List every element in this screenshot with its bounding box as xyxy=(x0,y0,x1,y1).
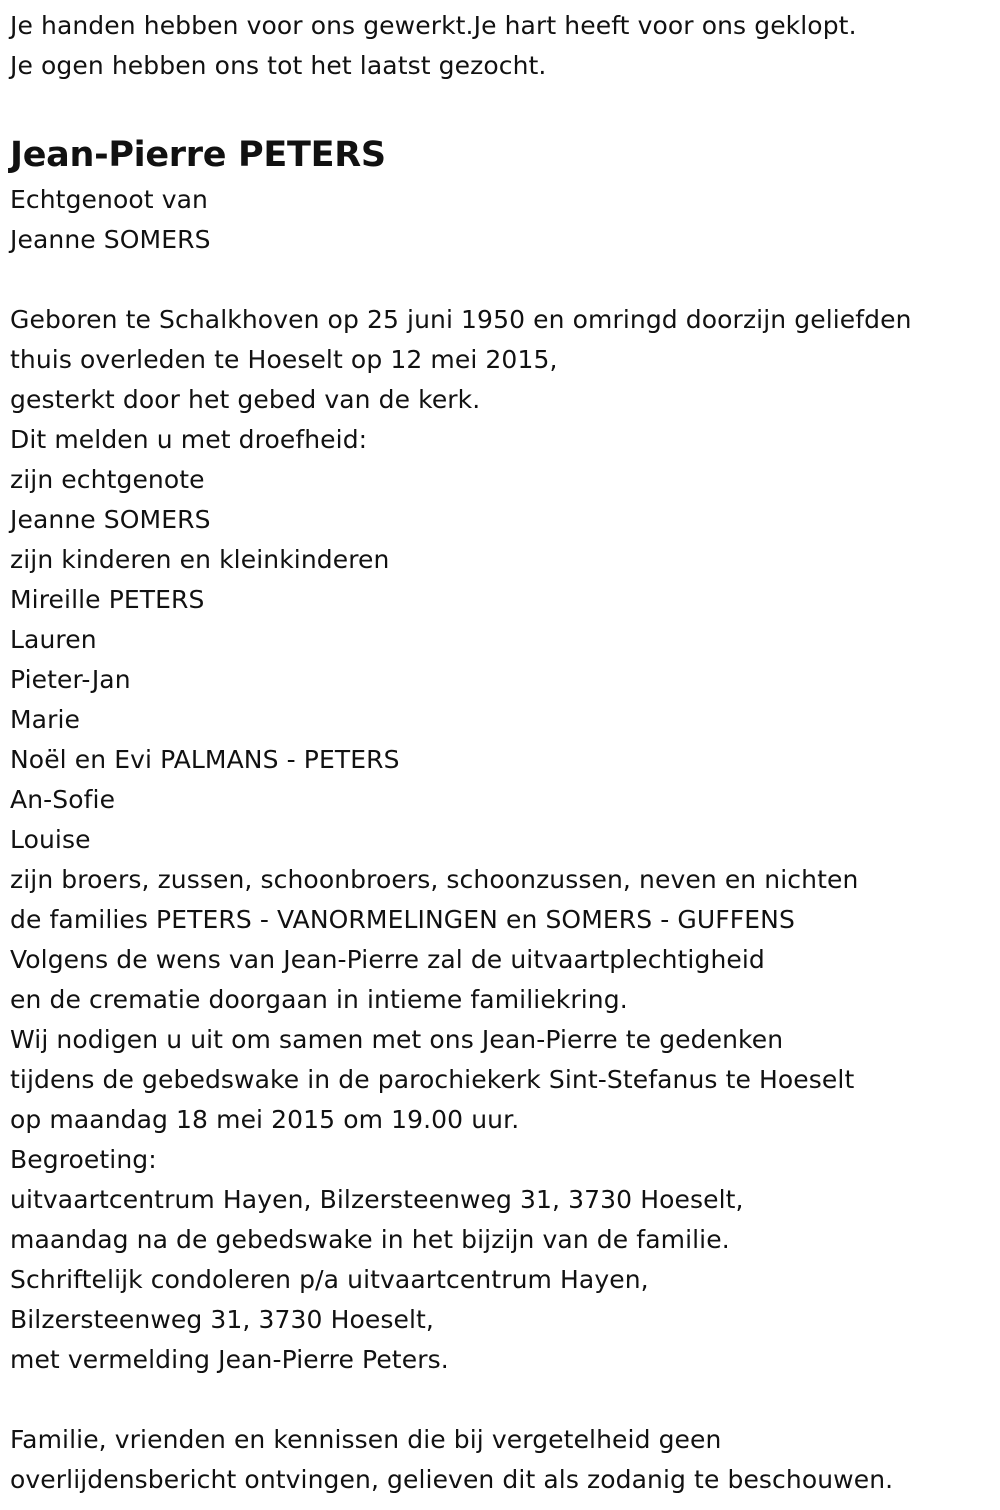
spouse-block xyxy=(10,180,990,260)
deceased-name: Jean-Pierre PETERS xyxy=(10,135,386,175)
motto-line: Je ogen hebben ons tot het laatst gezocht. xyxy=(10,51,547,80)
obituary-notice xyxy=(10,6,990,1500)
motto xyxy=(10,6,990,86)
body-line: Volgens de wens van Jean-Pierre zal de uitvaartplechtigheid xyxy=(10,945,765,974)
body-line: uitvaartcentrum Hayen, Bilzersteenweg 31, 3730 Hoeselt, xyxy=(10,1185,744,1214)
body-line: Begroeting: xyxy=(10,1145,157,1174)
body-line: Wij nodigen u uit om samen met ons Jean-Pierre te gedenken xyxy=(10,1025,784,1054)
body-line: Lauren xyxy=(10,625,97,654)
body-line: Dit melden u met droefheid: xyxy=(10,425,368,454)
body-line: Schriftelijk condoleren p/a uitvaartcentrum Hayen, xyxy=(10,1265,649,1294)
body-line: Pieter-Jan xyxy=(10,665,131,694)
body-line: Louise xyxy=(10,825,91,854)
closing-line: Familie, vrienden en kennissen die bij vergetelheid geen xyxy=(10,1425,722,1454)
body-line: Jeanne SOMERS xyxy=(10,505,211,534)
body-line: gesterkt door het gebed van de kerk. xyxy=(10,385,481,414)
body-line: zijn echtgenote xyxy=(10,465,205,494)
body-line: Noël en Evi PALMANS - PETERS xyxy=(10,745,400,774)
body-line: zijn broers, zussen, schoonbroers, schoonzussen, neven en nichten xyxy=(10,865,859,894)
body-line: zijn kinderen en kleinkinderen xyxy=(10,545,390,574)
body-line: met vermelding Jean-Pierre Peters. xyxy=(10,1345,449,1374)
spacer xyxy=(10,260,990,300)
body-line: op maandag 18 mei 2015 om 19.00 uur. xyxy=(10,1105,520,1134)
body-line: Geboren te Schalkhoven op 25 juni 1950 en omringd doorzijn geliefden xyxy=(10,305,912,334)
spacer xyxy=(10,1380,990,1420)
closing-line: overlijdensbericht ontvingen, gelieven dit als zodanig te beschouwen. xyxy=(10,1465,894,1494)
body-line: en de crematie doorgaan in intieme familiekring. xyxy=(10,985,628,1014)
body-line: de families PETERS - VANORMELINGEN en SOMERS - GUFFENS xyxy=(10,905,795,934)
body-line: thuis overleden te Hoeselt op 12 mei 2015, xyxy=(10,345,558,374)
spouse-line: Jeanne SOMERS xyxy=(10,225,211,254)
body-line: An-Sofie xyxy=(10,785,116,814)
body-line: maandag na de gebedswake in het bijzijn van de familie. xyxy=(10,1225,730,1254)
body-line: Mireille PETERS xyxy=(10,585,205,614)
motto-line: Je handen hebben voor ons gewerkt.Je hart heeft voor ons geklopt. xyxy=(10,11,857,40)
body-line: Bilzersteenweg 31, 3730 Hoeselt, xyxy=(10,1305,434,1334)
notice-body xyxy=(10,300,990,1380)
body-line: tijdens de gebedswake in de parochiekerk Sint-Stefanus te Hoeselt xyxy=(10,1065,855,1094)
closing-note xyxy=(10,1420,990,1500)
spouse-line: Echtgenoot van xyxy=(10,185,208,214)
body-line: Marie xyxy=(10,705,80,734)
